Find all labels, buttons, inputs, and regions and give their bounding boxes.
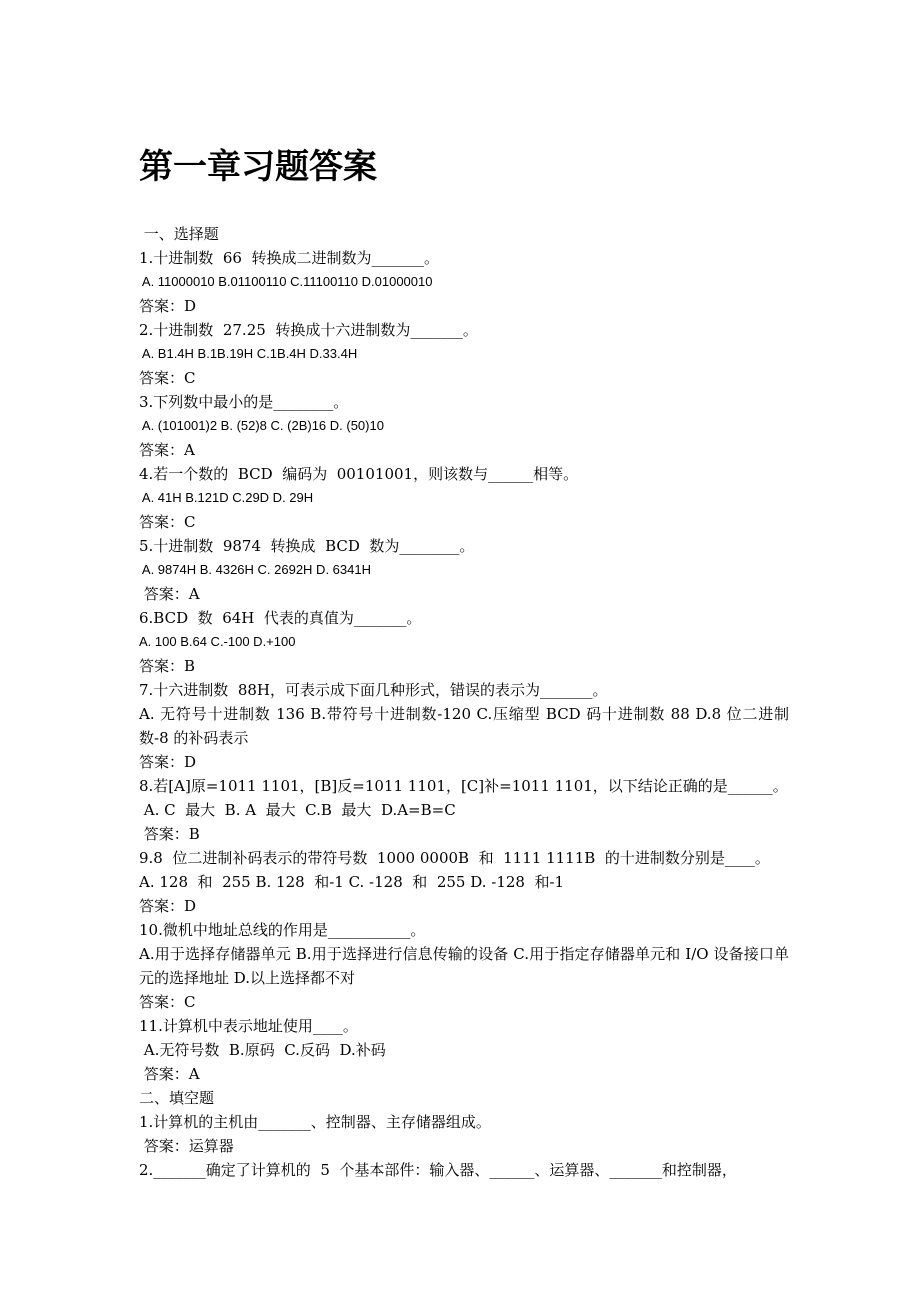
question-4: 4.若一个数的 BCD 编码为 00101001，则该数与______相等。 [139,465,579,483]
question-3-answer: 答案：A [139,441,195,459]
section-heading-fill: 二、填空题 [139,1089,215,1107]
question-11-options: A.无符号数 B.原码 C.反码 D.补码 [139,1041,386,1059]
question-4-options: A. 41H B.121D C.29D D. 29H [139,490,314,505]
question-10-answer: 答案：C [139,993,196,1011]
question-6-answer: 答案：B [139,657,196,675]
question-8-answer: 答案：B [139,825,200,843]
section-heading-choice: 一、选择题 [139,225,219,243]
question-8-options: A. C 最大 B. A 最大 C.B 最大 D.A=B=C [139,801,456,819]
question-2: 2.十进制数 27.25 转换成十六进制数为_______。 [139,321,478,339]
fill-question-1-answer: 答案：运算器 [139,1137,234,1155]
question-2-options: A. B1.4H B.1B.19H C.1B.4H D.33.4H [139,346,358,361]
question-6: 6.BCD 数 64H 代表的真值为_______。 [139,609,422,627]
question-9: 9.8 位二进制补码表示的带符号数 1000 0000B 和 1111 1111B 的十进制数分别是____。 [139,849,770,867]
question-7-answer: 答案：D [139,753,197,771]
question-2-answer: 答案：C [139,369,196,387]
question-1-options: A. 11000010 B.01100110 C.11100110 D.01000010 [139,274,433,289]
question-11-answer: 答案：A [139,1065,200,1083]
question-8: 8.若[A]原=1011 1101，[B]反=1011 1101，[C]补=1011 1101，以下结论正确的是______。 [139,777,788,795]
page-title: 第一章习题答案 [139,147,377,187]
question-11: 11.计算机中表示地址使用____。 [139,1017,358,1035]
fill-question-2: 2._______确定了计算机的 5 个基本部件：输入器、______、运算器、_______和控制器， [139,1161,737,1179]
question-6-options: A. 100 B.64 C.-100 D.+100 [139,634,296,649]
question-10-options: A.用于选择存储器单元 B.用于选择进行信息传输的设备 C.用于指定存储器单元和 I/O 设备接口单元的选择地址 D.以上选择都不对 [139,945,789,987]
question-1-answer: 答案：D [139,297,197,315]
fill-question-1: 1.计算机的主机由_______、控制器、主存储器组成。 [139,1113,491,1131]
question-9-answer: 答案：D [139,897,197,915]
question-3-options: A. (101001)2 B. (52)8 C. (2B)16 D. (50)10 [139,418,384,433]
question-1: 1.十进制数 66 转换成二进制数为_______。 [139,249,439,267]
question-7-options: A. 无符号十进制数 136 B.带符号十进制数-120 C.压缩型 BCD 码十进制数 88 D.8 位二进制数-8 的补码表示 [139,705,789,747]
question-10: 10.微机中地址总线的作用是___________。 [139,921,426,939]
question-4-answer: 答案：C [139,513,196,531]
question-5-options: A. 9874H B. 4326H C. 2692H D. 6341H [139,562,371,577]
question-7: 7.十六进制数 88H，可表示成下面几种形式，错误的表示为_______。 [139,681,608,699]
exercise-content [139,222,789,1182]
question-9-options: A. 128 和 255 B. 128 和-1 C. -128 和 255 D. -128 和-1 [139,873,565,891]
question-5-answer: 答案：A [139,585,200,603]
question-3: 3.下列数中最小的是________。 [139,393,349,411]
question-5: 5.十进制数 9874 转换成 BCD 数为________。 [139,537,475,555]
